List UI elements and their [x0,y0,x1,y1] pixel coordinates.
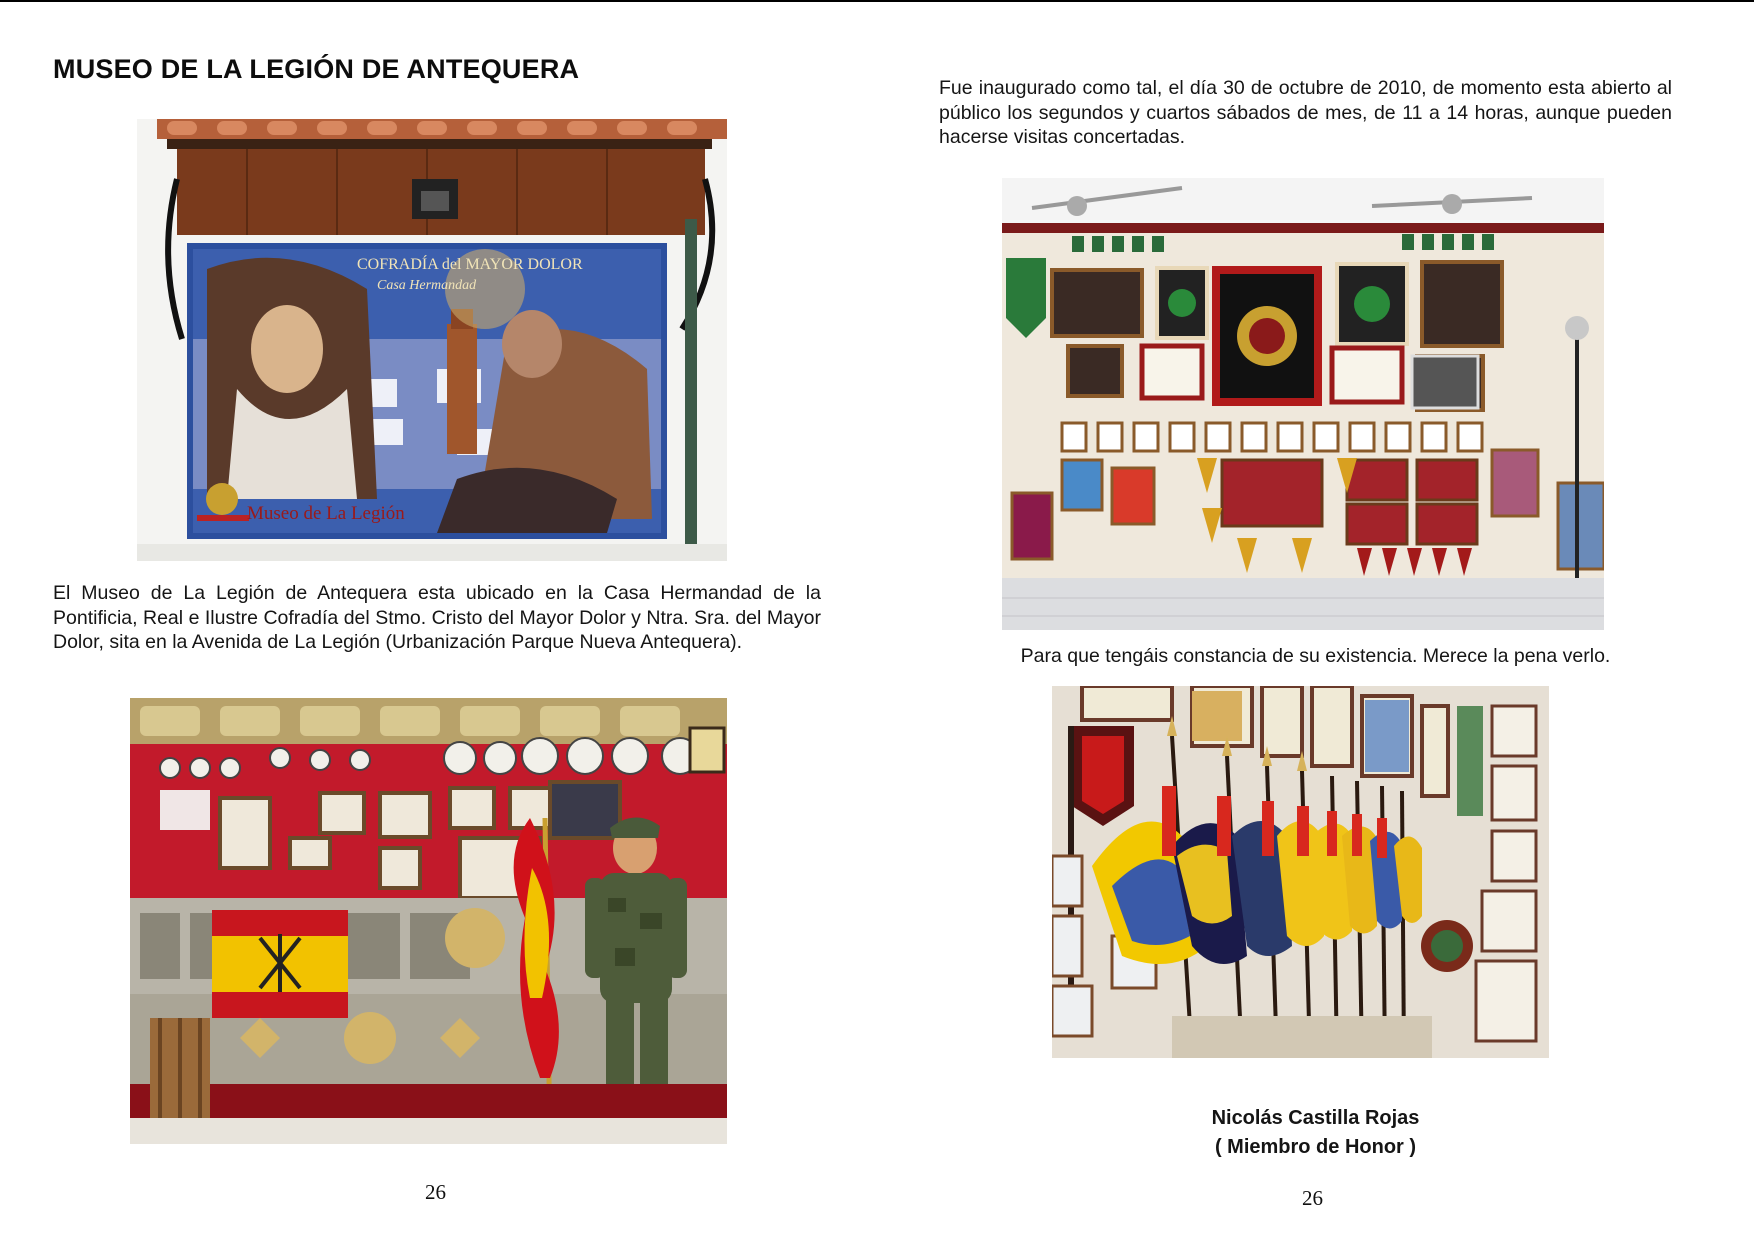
right-page [877,0,1754,1240]
tile-text-museo: Museo de La Legión [247,503,405,524]
tile-text-cofradia: COFRADÍA del MAYOR DOLOR [357,256,583,273]
photo-caption: Para que tengáis constancia de su existencia. Merece la pena verlo. [1020,645,1611,667]
photo-museum-wall-exhibits [1002,178,1604,630]
photo-flags-banners [1052,686,1549,1058]
author-name: Nicolás Castilla Rojas [1211,1107,1420,1129]
page-number-left: 26 [425,1180,446,1204]
inauguration-paragraph: Fue inaugurado como tal, el día 30 de octubre de 2010, de momento esta abierto al público los segundos y cuartos sábados de mes, de 11 a 14 horas, aunque pueden hacerse visitas concertadas. [939,77,1672,148]
tile-text-casa: Casa Hermandad [377,278,477,293]
photo-red-wall-soldier [130,698,727,1144]
author-role: ( Miembro de Honor ) [1214,1136,1417,1158]
page-number-right: 26 [1302,1186,1323,1210]
museum-location-paragraph: El Museo de La Legión de Antequera esta ubicado en la Casa Hermandad de la Pontificia, Real e Ilustre Cofradía del Stmo. Cristo del Mayor Dolor y Ntra. Sra. del Mayor Dolor, sita en la Avenida de La Legión (Urbanización Parque Nueva Antequera). [53,582,821,653]
photo-tile-mural [137,119,727,561]
page-title: MUSEO DE LA LEGIÓN DE ANTEQUERA [53,54,580,84]
